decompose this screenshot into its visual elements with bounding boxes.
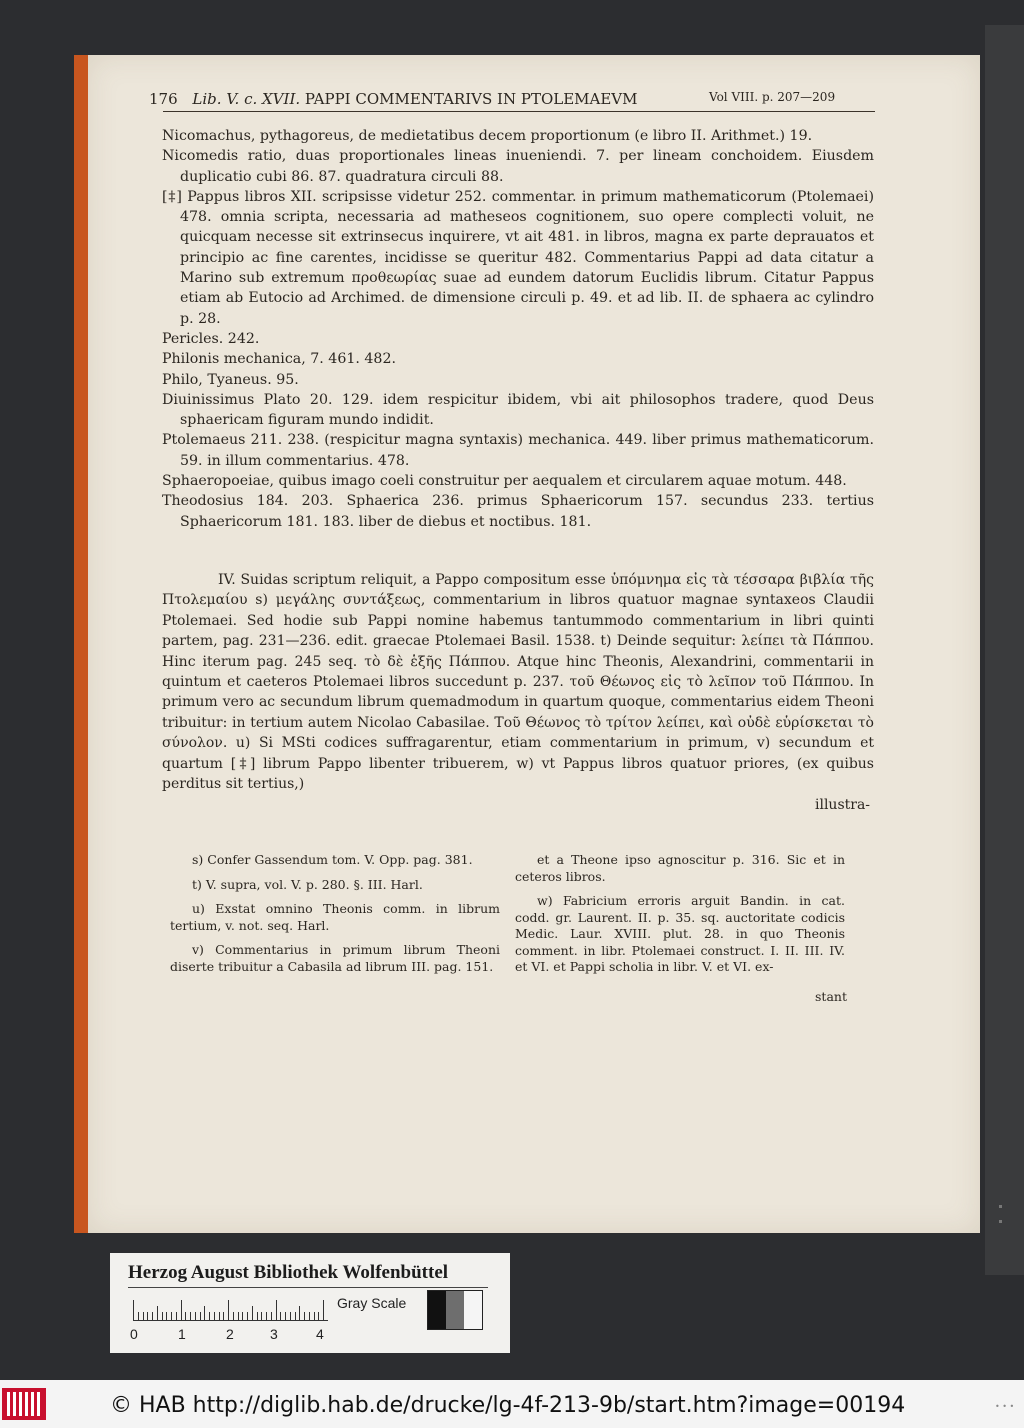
footnote-catchword: stant: [815, 989, 847, 1004]
edge-mark: [999, 1220, 1002, 1223]
ruler-tick: [223, 1312, 224, 1320]
ruler-tick: [152, 1312, 153, 1320]
grayscale-label: Gray Scale: [337, 1295, 407, 1311]
ruler-tick: [147, 1312, 148, 1320]
ruler-tick: [314, 1312, 315, 1320]
edge-mark: [999, 1205, 1002, 1208]
footnote: s) Confer Gassendum tom. V. Opp. pag. 381.: [192, 852, 473, 867]
ruler-tick: [242, 1312, 243, 1320]
ruler-tick: [166, 1312, 167, 1320]
ruler-number: 3: [270, 1326, 278, 1342]
ruler-tick: [138, 1312, 139, 1320]
ruler-tick: [295, 1312, 296, 1320]
ruler-tick: [200, 1312, 201, 1320]
ruler-tick: [323, 1300, 324, 1320]
ruler-tick: [133, 1300, 134, 1320]
volume-reference: Vol VIII. p. 207—209: [709, 90, 836, 104]
library-name: Herzog August Bibliothek Wolfenbüttel: [128, 1262, 449, 1283]
footnote: u) Exstat omnino Theonis comm. in librum tertium, v. not. seq. Harl.: [170, 901, 500, 933]
ruler-tick: [238, 1312, 239, 1320]
index-entry: Pericles. 242.: [162, 330, 260, 347]
ruler-tick: [171, 1312, 172, 1320]
ruler-tick: [257, 1312, 258, 1320]
book-reference: Lib. V. c. XVII.: [192, 90, 301, 108]
ruler-tick: [271, 1312, 272, 1320]
swatch-black: [428, 1291, 446, 1329]
ruler-tick: [285, 1312, 286, 1320]
swatch-white: [464, 1291, 482, 1329]
footnote: et a Theone ipso agnoscitur p. 316. Sic et in ceteros libros.: [515, 852, 845, 884]
ruler-number: 1: [178, 1326, 186, 1342]
ruler-tick: [185, 1312, 186, 1320]
ruler-tick: [219, 1312, 220, 1320]
footnotes-right-column: [515, 852, 845, 984]
ruler-tick: [309, 1312, 310, 1320]
ruler-tick: [276, 1300, 277, 1320]
index-entry: [‡] Pappus libros XII. scripsisse videtur 252. commentar. in primum mathematicorum (Ptolemaei) 478. omnia scripta, necessaria ad matheseos cognitionem, suo opere complecti voluit, ne quicquam necesse sit extrinsecus inquirere, vt ait 481. in libros, magna ex parte deprauatos et principio ac fine carentes, incidisse se queritur 482. Commentarius Pappi ad data citatur a Marino sub extremum προθεωρίας suae ad eundem datorum Euclidis librum. Citatur Pappus etiam ab Eutocio ad Archimed. de dimensione circuli p. 49. et ad lib. II. de sphaera ac cylindro p. 28.: [162, 188, 874, 327]
header-rule: [163, 111, 875, 112]
ruler-tick: [195, 1312, 196, 1320]
hab-logo-icon: [2, 1388, 46, 1420]
footer-dots: • • •: [995, 1402, 1015, 1411]
index-entry: Philonis mechanica, 7. 461. 482.: [162, 351, 396, 368]
ruler-tick: [214, 1312, 215, 1320]
catchword: illustra-: [815, 797, 871, 813]
index-entry: Sphaeropoeiae, quibus imago coeli construitur per aequalem et circularem aquae motum. 448.: [162, 473, 847, 490]
measurement-ruler: [133, 1298, 328, 1321]
index-entry: Nicomedis ratio, duas proportionales lineas inueniendi. 7. per lineam conchoidem. Eiusdem duplicatio cubi 86. 87. quadratura circuli 88.: [162, 148, 874, 185]
index-entry: Ptolemaeus 211. 238. (respicitur magna syntaxis) mechanica. 449. liber primus mathematicorum. 59. in illum commentarius. 478.: [162, 432, 874, 469]
ruler-tick: [181, 1300, 182, 1320]
ruler-number: 0: [130, 1326, 138, 1342]
adjacent-page-edge: [985, 25, 1024, 1275]
main-paragraph: IV. Suidas scriptum reliquit, a Pappo compositum esse ὑπόμνημα εἰς τὰ τέσσαρα βιβλία τῆς Πτολεμαίου s) μεγάλης συντάξεως, commentarium in libros quatuor magnae syntaxeos Claudii Ptolemaei. Sed hodie sub Pappi nomine habemus tantummodo commentarium in libri quinti partem, pag. 231—236. edit. graecae Ptolemaei Basil. 1538. t) Deinde sequitur: λείπει τὰ Πάππου. Hinc iterum pag. 245 seq. τὸ δὲ ἑξῆς Πάππου. Atque hinc Theonis, Alexandrini, commentarii in quintum et caeteros Ptolemaei libros succedunt p. 237. τοῦ Θέωνος εἰς τὸ λεῖπον τοῦ Πάππου. In primum vero ac secundum librum quemadmodum in quartum quoque, commentarius eidem Theoni tribuitur: in tertium autem Nicolao Cabasilae. Τοῦ Θέωνος τὸ τρίτον λείπει, καὶ οὐδὲ εὑρίσκεται τὸ σύνολον. u) Si MSti codices suffragarentur, etiam commentarium in primum, v) secundum et quartum [‡] librum Pappo libenter tribuerem, w) vt Pappus libros quatuor priores, (ex quibus perditus sit tertius,): [162, 572, 874, 793]
grayscale-swatches: [427, 1290, 483, 1330]
ruler-tick: [252, 1306, 253, 1320]
footnote: t) V. supra, vol. V. p. 280. §. III. Harl.: [192, 876, 423, 892]
ruler-tick: [299, 1306, 300, 1320]
footnote: w) Fabricium erroris arguit Bandin. in cat. codd. gr. Laurent. II. p. 35. sq. auctoritate codicis Medic. Laur. XVIII. plut. 28. in quo Theonis comment. in libr. Ptolemaei construct. I. II. III. IV. et VI. et Pappi scholia in libr. V. et VI. ex-: [515, 893, 845, 974]
ruler-number: 2: [226, 1326, 234, 1342]
page-number: 176: [149, 90, 178, 108]
ruler-tick: [318, 1312, 319, 1320]
ruler-tick: [228, 1300, 229, 1320]
index-entry: Theodosius 184. 203. Sphaerica 236. primus Sphaericorum 157. secundus 233. tertius Sphaericorum 181. 183. liber de diebus et noctibus. 181.: [162, 493, 874, 530]
ruler-tick: [176, 1312, 177, 1320]
ruler-tick: [290, 1312, 291, 1320]
footer-copyright-url[interactable]: © HAB http://diglib.hab.de/drucke/lg-4f-213-9b/start.htm?image=00194: [110, 1393, 906, 1418]
ruler-tick: [266, 1312, 267, 1320]
running-title: PAPPI COMMENTARIVS IN PTOLEMAEVM: [304, 90, 638, 108]
footnote: v) Commentarius in primum librum Theoni diserte tribuitur a Cabasila ad librum III. pag. 151.: [170, 942, 500, 974]
ruler-tick: [190, 1312, 191, 1320]
ruler-tick: [261, 1312, 262, 1320]
ruler-tick: [209, 1312, 210, 1320]
footnotes-left-column: [170, 852, 500, 983]
index-entry: Nicomachus, pythagoreus, de medietatibus decem proportionum (e libro II. Arithmet.) 19.: [162, 128, 813, 144]
ruler-tick: [204, 1306, 205, 1320]
ruler-tick: [233, 1312, 234, 1320]
ruler-tick: [280, 1312, 281, 1320]
running-header: [149, 90, 869, 108]
index-entry: Diuinissimus Plato 20. 129. idem respicitur ibidem, vbi ait philosophos tradere, quod Deus sphaericam figuram mundo indidit.: [162, 391, 874, 429]
calibration-rule: [128, 1287, 488, 1288]
index-entry: Philo, Tyaneus. 95.: [162, 371, 299, 388]
ruler-tick: [143, 1312, 144, 1320]
ruler-tick: [247, 1312, 248, 1320]
ruler-number: 4: [316, 1326, 324, 1342]
ruler-tick: [304, 1312, 305, 1320]
swatch-gray: [446, 1291, 464, 1329]
index-list: [162, 126, 874, 532]
ruler-tick: [162, 1312, 163, 1320]
ruler-tick: [157, 1306, 158, 1320]
